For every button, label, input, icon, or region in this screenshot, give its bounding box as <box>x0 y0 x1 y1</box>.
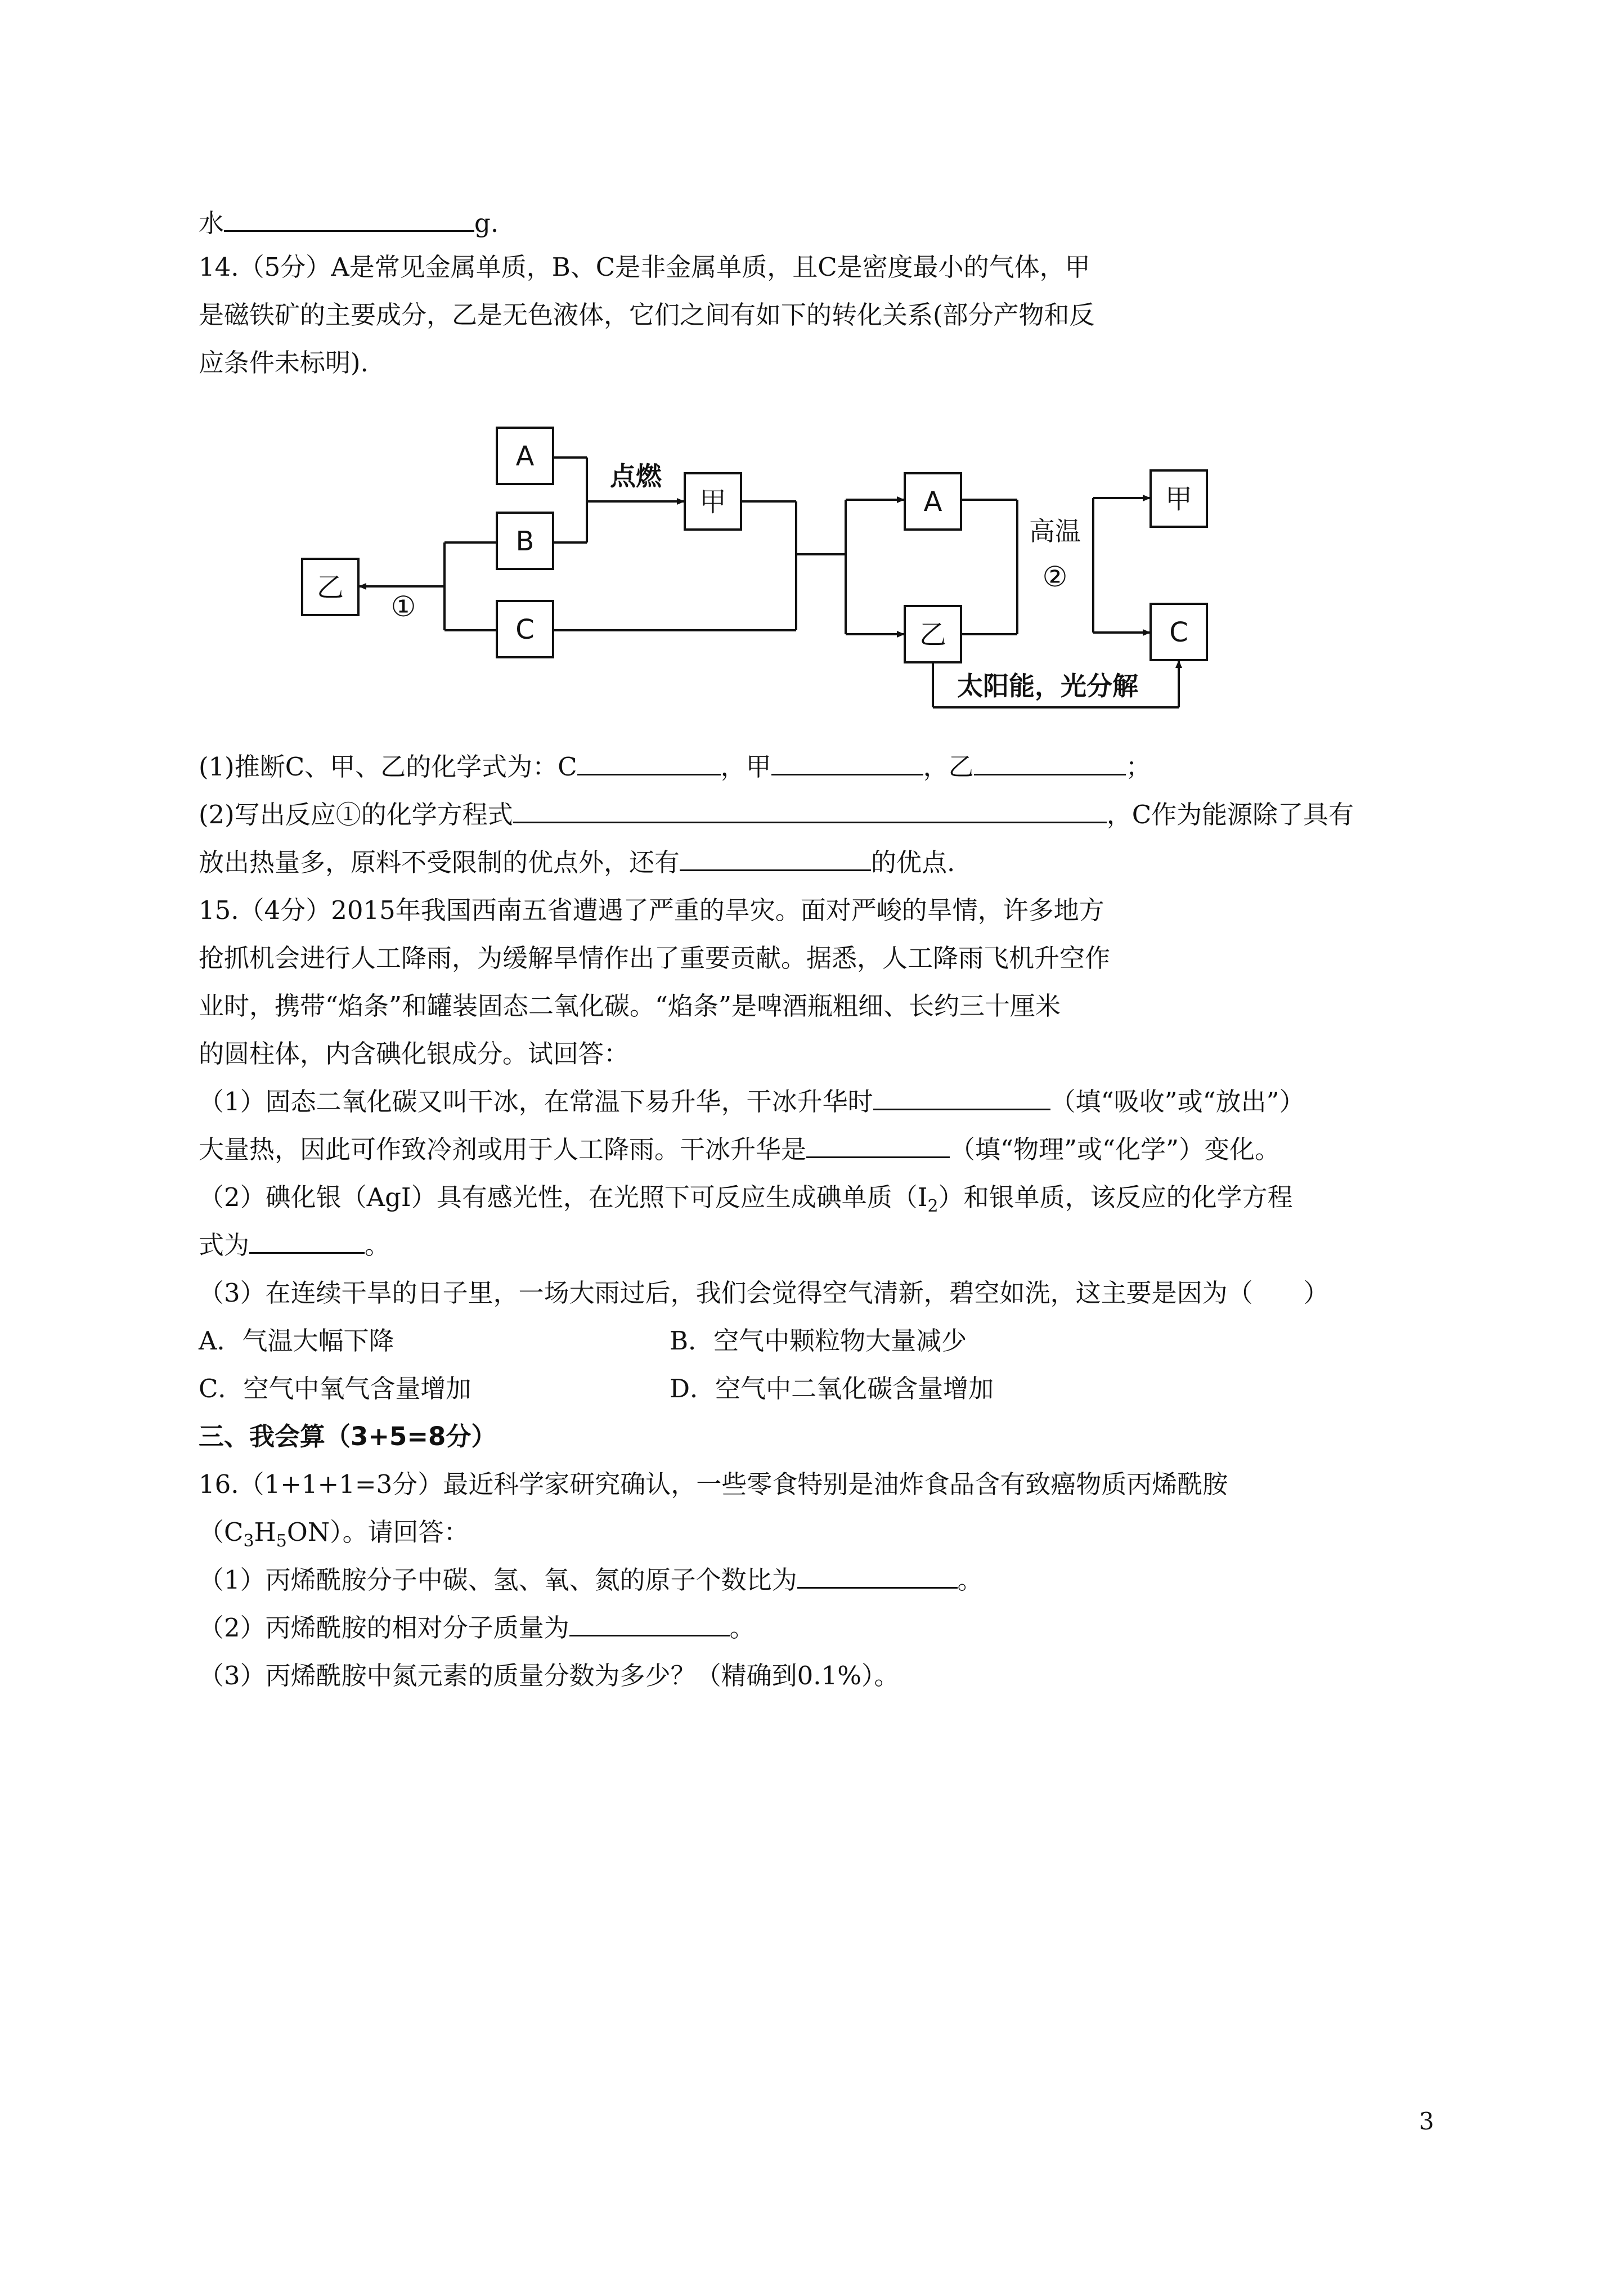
box-yi1-label: 乙 <box>316 572 344 603</box>
q16-line-2: $(C_3H_5ON)$。请回答： <box>199 1517 469 1551</box>
box-a1-label: A <box>515 441 535 472</box>
box-a2-label: A <box>923 486 942 518</box>
box-b-label: B <box>515 526 535 557</box>
label-solar: 太阳能，光分解 <box>957 671 1138 701</box>
answer-blank-jia[interactable] <box>771 751 923 775</box>
answer-blank-ratio[interactable] <box>797 1564 958 1589</box>
q14-line-1: 14.（5分）A是常见金属单质，B、C是非金属单质，且C是密度最小的气体，甲 <box>199 252 1090 282</box>
label-reaction-2: ② <box>1042 560 1068 593</box>
q15-line-4: 的圆柱体，内含碘化银成分。试回答： <box>199 1039 630 1069</box>
reaction-diagram <box>293 416 1249 720</box>
answer-blank-equation-2[interactable] <box>249 1230 365 1254</box>
q14-sub-1: (1)推断C、甲、乙的化学式为：C ，甲 ，乙 ； <box>199 752 1151 782</box>
answer-blank[interactable] <box>224 208 474 232</box>
q16-line-1: 16.（1+1+1=3分）最近科学家研究确认，一些零食特别是油炸食品含有致癌物质丙烯酰胺 <box>199 1469 1228 1499</box>
q15-line-3: 业时，携带“焰条”和罐装固态二氧化碳。“焰条”是啤酒瓶粗细、长约三十厘米 <box>199 991 1061 1021</box>
option-d[interactable]: D．空气中二氧化碳含量增加 <box>670 1374 994 1403</box>
answer-blank-mass[interactable] <box>569 1612 730 1636</box>
q15-part-2-cont: 式为 。 <box>199 1230 390 1260</box>
q15-part-3: （3）在连续干旱的日子里，一场大雨过后，我们会觉得空气清新，碧空如洗，这主要是因为（ ） <box>199 1278 1329 1308</box>
q14-line-2: 是磁铁矿的主要成分，乙是无色液体，它们之间有如下的转化关系(部分产物和反 <box>199 300 1095 330</box>
box-c1-label: C <box>515 614 535 645</box>
option-b[interactable]: B．空气中颗粒物大量减少 <box>670 1326 967 1356</box>
q16-part-1: （1）丙烯酰胺分子中碳、氢、氧、氮的原子个数比为 。 <box>199 1565 983 1595</box>
q15-part-2: （2）碘化银（AgI）具有感光性，在光照下可反应生成碘单质$(I_2)$和银单质，该反应的化学方程 <box>199 1182 1293 1216</box>
box-c2-label: C <box>1169 617 1188 648</box>
q15-line-1: 15.（4分）2015年我国西南五省遭遇了严重的旱灾。面对严峻的旱情，许多地方 <box>199 895 1104 925</box>
q15-part-1-cont: 大量热，因此可作致冷剂或用于人工降雨。干冰升华是 （填“物理”或“化学”）变化。 <box>199 1134 1281 1164</box>
box-jia2-label: 甲 <box>1165 483 1193 515</box>
answer-blank-change[interactable] <box>806 1134 950 1158</box>
page-number: 3 <box>1419 2107 1434 2135</box>
q14-sub-2: (2)写出反应①的化学方程式 ，C作为能源除了具有 <box>199 800 1354 829</box>
q16-part-3: （3）丙烯酰胺中氮元素的质量分数为多少？（精确到0.1%）。 <box>199 1661 900 1690</box>
box-yi2-label: 乙 <box>919 619 947 651</box>
q16-part-2: （2）丙烯酰胺的相对分子质量为 。 <box>199 1613 755 1643</box>
q15-part-1: （1）固态二氧化碳又叫干冰，在常温下易升华，干冰升华时 （填“吸收”或“放出”） <box>199 1087 1305 1116</box>
q15-line-2: 抢抓机会进行人工降雨，为缓解旱情作出了重要贡献。据悉，人工降雨飞机升空作 <box>199 943 1111 973</box>
label-gaowen: 高温 <box>1029 516 1081 546</box>
label-reaction-1: ① <box>390 590 416 623</box>
answer-blank-c[interactable] <box>577 751 721 775</box>
answer-blank-equation-1[interactable] <box>513 799 1107 823</box>
answer-blank-absorb[interactable] <box>873 1086 1050 1110</box>
q14-line-3: 应条件未标明). <box>199 348 369 378</box>
q14-sub-2-cont: 放出热量多，原料不受限制的优点外，还有 的优点. <box>199 847 955 877</box>
answer-blank-advantage[interactable] <box>680 847 871 871</box>
answer-blank-yi[interactable] <box>974 751 1126 775</box>
label-dianran: 点燃 <box>610 461 662 491</box>
section-3-heading: 三、我会算（3+5=8分） <box>199 1421 497 1451</box>
option-a[interactable]: A．气温大幅下降 <box>199 1326 394 1356</box>
option-c[interactable]: C．空气中氧气含量增加 <box>199 1374 472 1403</box>
box-jia1-label: 甲 <box>699 486 727 518</box>
q13-answer-line: 水 g. <box>199 208 499 238</box>
